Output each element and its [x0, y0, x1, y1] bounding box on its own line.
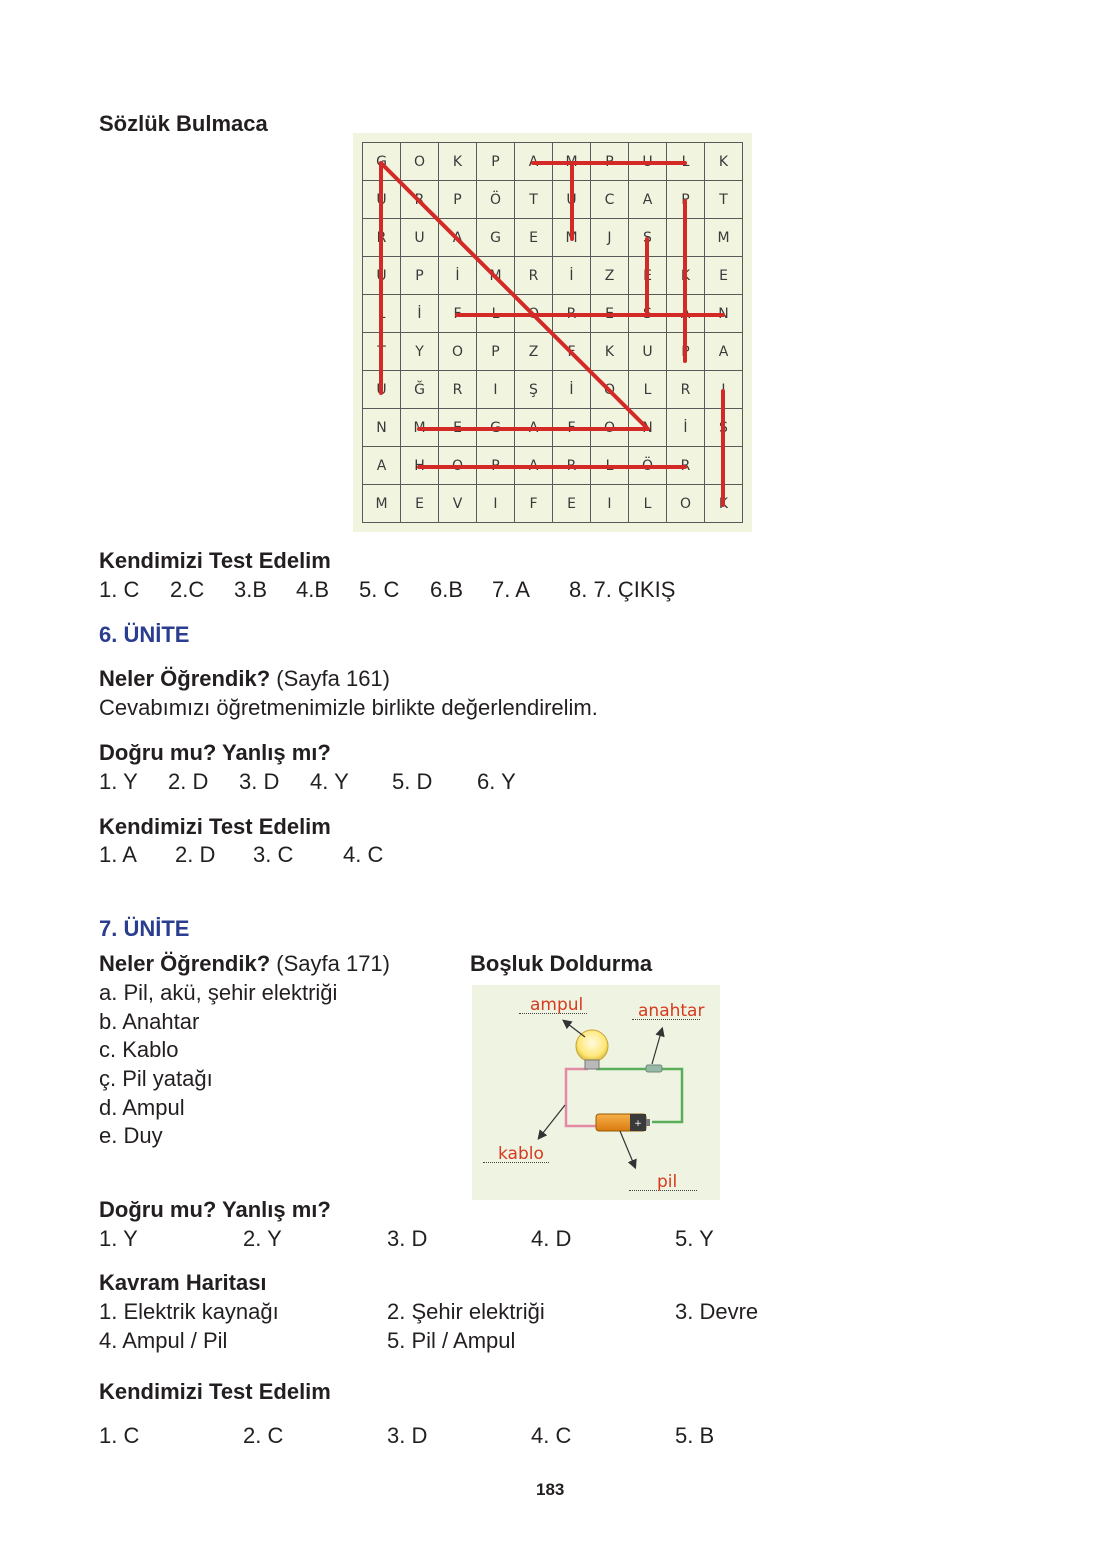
grid-cell: E	[515, 219, 553, 257]
grid-cell: M	[553, 143, 591, 181]
grid-cell: E	[629, 257, 667, 295]
test5-answer: 3.B	[234, 577, 268, 602]
kavram-item: 5. Pil / Ampul	[387, 1328, 516, 1353]
bulb-base	[585, 1060, 599, 1069]
unit7-neler-item: e. Duy	[99, 1123, 163, 1148]
grid-cell: O	[439, 333, 477, 371]
grid-cell: E	[401, 485, 439, 523]
grid-cell: R	[363, 219, 401, 257]
grid-cell: P	[439, 181, 477, 219]
grid-cell: Ö	[629, 447, 667, 485]
switch	[646, 1065, 662, 1072]
grid-cell: V	[439, 485, 477, 523]
unit7-test-answer: 1. C	[99, 1423, 140, 1448]
arrow-anahtar	[652, 1029, 662, 1064]
unit6-test-answer: 1. A	[99, 842, 137, 867]
unit7-dogru-answer: 2. Y	[243, 1226, 282, 1251]
unit7-test-answer: 2. C	[243, 1423, 284, 1448]
grid-cell: E	[439, 409, 477, 447]
unit7-test-answer: 4. C	[531, 1423, 572, 1448]
grid-cell: U	[629, 333, 667, 371]
unit7-test-heading: Kendimizi Test Edelim	[99, 1379, 331, 1404]
grid-cell: C	[591, 181, 629, 219]
grid-cell: K	[591, 333, 629, 371]
kavram-item: 4. Ampul / Pil	[99, 1328, 228, 1353]
grid-cell: P	[401, 257, 439, 295]
grid-cell: U	[363, 181, 401, 219]
unit6-neler-page: (Sayfa 161)	[270, 666, 390, 691]
grid-cell: Ö	[477, 181, 515, 219]
grid-cell: M	[363, 485, 401, 523]
grid-cell: U	[401, 219, 439, 257]
test5-answer: 8. 7. ÇIKIŞ	[569, 577, 676, 602]
grid-cell: I	[591, 485, 629, 523]
grid-cell: R	[401, 181, 439, 219]
unit6-dogru-answer: 6. Y	[477, 769, 516, 794]
grid-cell: İ	[553, 371, 591, 409]
grid-cell: I	[477, 371, 515, 409]
grid-cell: R	[667, 371, 705, 409]
grid-cell: R	[439, 371, 477, 409]
grid-cell: J	[591, 219, 629, 257]
grid-cell: P	[477, 143, 515, 181]
grid-cell: M	[705, 219, 743, 257]
kavram-item: 1. Elektrik kaynağı	[99, 1299, 279, 1324]
grid-cell: Z	[515, 333, 553, 371]
grid-cell: A	[363, 447, 401, 485]
grid-cell: E	[591, 295, 629, 333]
grid-cell: P	[667, 181, 705, 219]
unit6-test-answer: 4. C	[343, 842, 384, 867]
grid-cell: E	[705, 257, 743, 295]
grid-cell: P	[477, 447, 515, 485]
grid-cell: Ğ	[401, 371, 439, 409]
circuit-diagram	[472, 985, 720, 1200]
grid-cell: İ	[667, 409, 705, 447]
grid-cell: A	[515, 143, 553, 181]
unit7-dogru-answer: 3. D	[387, 1226, 428, 1251]
svg-text:+: +	[634, 1119, 642, 1129]
grid-cell: G	[477, 219, 515, 257]
unit7-test-answer: 3. D	[387, 1423, 428, 1448]
test5-answer: 2.C	[170, 577, 205, 602]
grid-cell: O	[667, 485, 705, 523]
unit7-title: 7. ÜNİTE	[99, 916, 190, 941]
test5-answer: 7. A	[492, 577, 530, 602]
grid-cell: O	[591, 409, 629, 447]
bulb-glass	[576, 1030, 608, 1062]
grid-cell: O	[591, 371, 629, 409]
test5-answer: 6.B	[430, 577, 464, 602]
unit7-neler-item: b. Anahtar	[99, 1009, 200, 1034]
word-search-puzzle	[353, 133, 752, 532]
test5-answer: 5. C	[359, 577, 400, 602]
unit6-dogru-answer: 4. Y	[310, 769, 349, 794]
grid-cell: L	[477, 295, 515, 333]
grid-cell: L	[629, 371, 667, 409]
grid-cell: Y	[401, 333, 439, 371]
kavram-item: 3. Devre	[675, 1299, 759, 1324]
grid-cell: M	[477, 257, 515, 295]
unit6-neler-heading	[99, 666, 390, 692]
grid-cell: İ	[439, 257, 477, 295]
grid-cell: İ	[401, 295, 439, 333]
grid-cell: R	[515, 257, 553, 295]
unit6-dogru-answer: 3. D	[239, 769, 280, 794]
grid-cell: A	[515, 409, 553, 447]
unit6-dogru-answer: 2. D	[168, 769, 209, 794]
unit6-dogru-heading: Doğru mu? Yanlış mı?	[99, 740, 331, 765]
label-anahtar: anahtar	[638, 1001, 705, 1021]
grid-cell: R	[667, 447, 705, 485]
unit6-neler-text: Cevabımızı öğretmenimizle birlikte değerlendirelim.	[99, 695, 598, 720]
grid-cell: Z	[591, 257, 629, 295]
word-search-answer-lines	[353, 133, 752, 532]
grid-cell: N	[629, 409, 667, 447]
unit7-test-answer: 5. B	[675, 1423, 715, 1448]
grid-cell: K	[705, 485, 743, 523]
unit6-test-answer: 2. D	[175, 842, 216, 867]
grid-cell: U	[553, 181, 591, 219]
grid-cell: K	[439, 143, 477, 181]
unit7-neler-bold: Neler Öğrendik?	[99, 951, 271, 976]
unit6-neler-bold: Neler Öğrendik?	[99, 666, 271, 691]
grid-cell: N	[705, 295, 743, 333]
unit6-dogru-answer: 5. D	[392, 769, 433, 794]
grid-cell: T	[515, 181, 553, 219]
grid-cell: G	[363, 143, 401, 181]
arrow-pil	[620, 1131, 635, 1167]
test5-answer: 1. C	[99, 577, 140, 602]
arrow-ampul	[564, 1021, 585, 1037]
unit6-test-answer: 3. C	[253, 842, 294, 867]
grid-cell: O	[515, 295, 553, 333]
kavram-item: 2. Şehir elektriği	[387, 1299, 545, 1324]
grid-cell: İ	[553, 257, 591, 295]
arrow-kablo	[539, 1105, 565, 1138]
sozluk-heading: Sözlük Bulmaca	[99, 111, 268, 136]
grid-cell: F	[439, 295, 477, 333]
grid-cell: R	[553, 295, 591, 333]
grid-cell: E	[553, 485, 591, 523]
unit7-neler-item: c. Kablo	[99, 1037, 179, 1062]
grid-cell: O	[439, 447, 477, 485]
answer-line	[381, 163, 648, 429]
unit7-neler-heading	[99, 951, 390, 977]
grid-cell: P	[591, 143, 629, 181]
grid-cell: I	[705, 371, 743, 409]
grid-cell: F	[515, 485, 553, 523]
unit7-neler-item: ç. Pil yatağı	[99, 1066, 213, 1091]
grid-cell: H	[401, 447, 439, 485]
unit6-title: 6. ÜNİTE	[99, 622, 190, 647]
grid-cell: U	[629, 143, 667, 181]
grid-cell: U	[363, 371, 401, 409]
label-pil: pil	[657, 1172, 678, 1192]
grid-cell: I	[705, 447, 743, 485]
grid-cell: F	[553, 409, 591, 447]
unit7-neler-page: (Sayfa 171)	[270, 951, 390, 976]
page-number: 183	[536, 1480, 565, 1499]
test5-answer: 4.B	[296, 577, 330, 602]
grid-cell: F	[553, 333, 591, 371]
grid-cell: A	[629, 181, 667, 219]
battery-terminal	[646, 1119, 650, 1126]
grid-cell: L	[667, 143, 705, 181]
unit7-dogru-answer: 5. Y	[675, 1226, 714, 1251]
grid-cell: A	[439, 219, 477, 257]
grid-cell: G	[477, 409, 515, 447]
kavram-heading: Kavram Haritası	[99, 1270, 267, 1295]
grid-cell: T	[363, 333, 401, 371]
grid-cell: U	[363, 257, 401, 295]
grid-cell: A	[667, 295, 705, 333]
grid-cell: A	[515, 447, 553, 485]
grid-cell: T	[705, 181, 743, 219]
grid-cell: Ş	[515, 371, 553, 409]
label-kablo: kablo	[498, 1144, 544, 1164]
unit7-neler-item: d. Ampul	[99, 1095, 185, 1120]
unit6-dogru-answer: 1. Y	[99, 769, 138, 794]
grid-cell: O	[401, 143, 439, 181]
unit6-test-heading: Kendimizi Test Edelim	[99, 814, 331, 839]
grid-cell: İ	[667, 219, 705, 257]
grid-cell: P	[477, 333, 515, 371]
grid-cell: K	[667, 257, 705, 295]
grid-cell: M	[401, 409, 439, 447]
grid-cell: R	[553, 447, 591, 485]
wire-pink	[566, 1069, 596, 1126]
unit7-dogru-answer: 1. Y	[99, 1226, 138, 1251]
test5-heading: Kendimizi Test Edelim	[99, 548, 331, 573]
grid-cell: L	[591, 447, 629, 485]
unit7-neler-item: a. Pil, akü, şehir elektriği	[99, 980, 338, 1005]
bosluk-heading: Boşluk Doldurma	[470, 951, 653, 976]
grid-cell: P	[667, 333, 705, 371]
unit7-dogru-answer: 4. D	[531, 1226, 572, 1251]
grid-cell: L	[629, 485, 667, 523]
grid-cell: L	[363, 295, 401, 333]
grid-cell: S	[629, 219, 667, 257]
unit7-dogru-heading: Doğru mu? Yanlış mı?	[99, 1197, 331, 1222]
label-ampul: ampul	[530, 995, 584, 1015]
grid-cell: K	[705, 143, 743, 181]
grid-cell: I	[477, 485, 515, 523]
grid-cell: N	[363, 409, 401, 447]
grid-cell: M	[553, 219, 591, 257]
grid-cell: Ş	[705, 409, 743, 447]
grid-cell: A	[705, 333, 743, 371]
grid-cell: S	[629, 295, 667, 333]
